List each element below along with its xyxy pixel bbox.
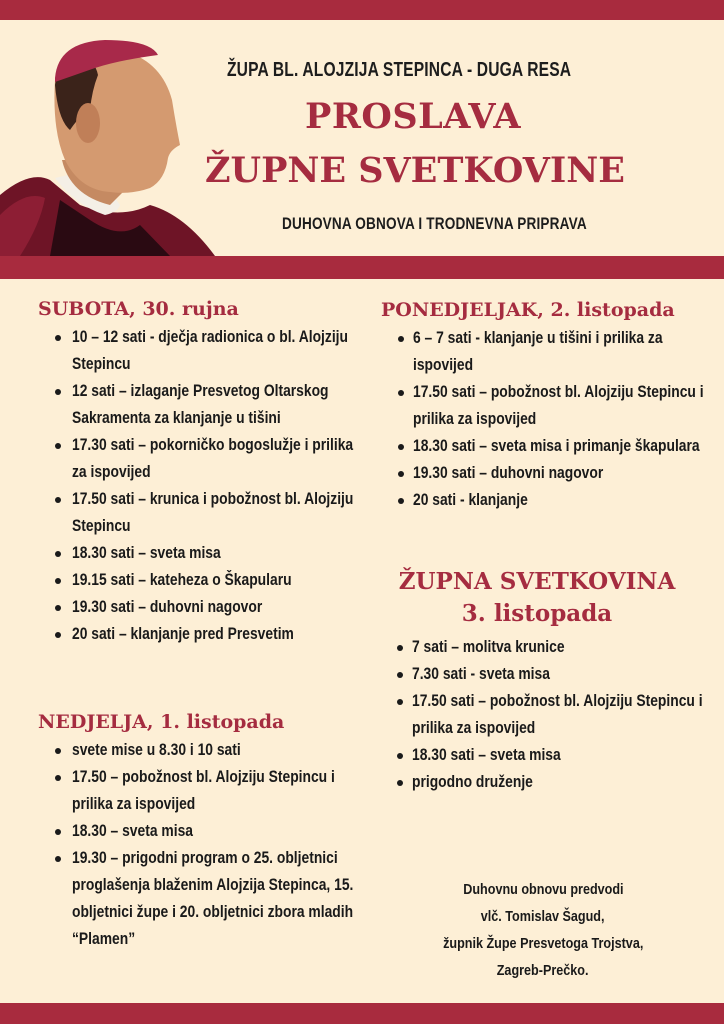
leader-line-3: župnik Župe Presvetoga Trojstva,	[442, 935, 644, 952]
list-item	[38, 594, 358, 621]
list-item	[381, 325, 711, 379]
item-text: 12 sati – izlaganje Presvetog Oltarskog Sakramenta za klanjanje u tišini	[72, 382, 329, 427]
bullet-icon	[55, 775, 61, 781]
bullet-icon	[397, 753, 403, 759]
item-text: 18.30 sati – sveta misa	[412, 746, 561, 764]
item-text: 17.50 sati – pobožnost bl. Alojziju Stepincu i prilika za ispovijed	[412, 692, 703, 737]
item-text: 7 sati – molitva krunice	[412, 638, 565, 656]
title-line-1: PROSLAVA	[305, 96, 521, 137]
item-text: 18.30 sati – sveta misa i primanje škapulara	[413, 437, 700, 455]
list-item	[38, 818, 358, 845]
bullet-icon	[55, 605, 61, 611]
schedule-list	[380, 634, 724, 796]
list-item	[38, 486, 358, 540]
schedule-list	[38, 324, 358, 648]
bullet-icon	[398, 471, 404, 477]
list-item	[38, 845, 358, 953]
section-feast-day	[362, 566, 724, 796]
bullet-icon	[55, 551, 61, 557]
middle-band	[0, 256, 724, 279]
top-band	[0, 0, 724, 20]
list-item	[38, 540, 358, 567]
item-text: 19.30 – prigodni program o 25. obljetnici proglašenja blaženim Alojzija Stepinca, 15. obljetnici župe i 20. obljetnici zbora mladih “Plamen”	[72, 849, 354, 948]
bullet-icon	[397, 699, 403, 705]
bullet-icon	[55, 497, 61, 503]
list-item	[380, 742, 724, 769]
list-item	[380, 634, 724, 661]
list-item	[38, 324, 358, 378]
item-text: prigodno druženje	[412, 773, 533, 791]
bullet-icon	[397, 780, 403, 786]
list-item	[38, 567, 358, 594]
item-text: 10 – 12 sati - dječja radionica o bl. Alojziju Stepincu	[72, 328, 349, 373]
feast-heading-line-2: 3. listopada	[461, 600, 613, 627]
item-text: 19.15 sati – kateheza o Škapularu	[72, 571, 292, 589]
item-text: 18.30 sati – sveta misa	[72, 544, 221, 562]
item-text: 19.30 sati – duhovni nagovor	[72, 598, 263, 616]
section-heading: SUBOTA, 30. rujna	[38, 298, 239, 320]
bullet-icon	[398, 498, 404, 504]
item-text: 17.30 sati – pokorničko bogoslužje i prilika za ispovijed	[72, 436, 354, 481]
bullet-icon	[55, 443, 61, 449]
leader-line-4: Zagreb-Prečko.	[497, 962, 589, 979]
bullet-icon	[55, 578, 61, 584]
item-text: svete mise u 8.30 i 10 sati	[72, 741, 241, 759]
section-heading: NEDJELJA, 1. listopada	[38, 711, 285, 733]
feast-heading-line-1: ŽUPNA SVETKOVINA	[398, 568, 676, 595]
list-item	[381, 379, 711, 433]
list-item	[380, 661, 724, 688]
schedule-list	[38, 737, 358, 953]
list-item	[38, 764, 358, 818]
bottom-band	[0, 1003, 724, 1024]
item-text: 19.30 sati – duhovni nagovor	[413, 464, 604, 482]
bullet-icon	[55, 856, 61, 862]
list-item	[38, 432, 358, 486]
list-item	[38, 621, 358, 648]
list-item	[380, 688, 724, 742]
bullet-icon	[55, 829, 61, 835]
portrait-image	[0, 20, 230, 256]
list-item	[381, 487, 711, 514]
item-text: 6 – 7 sati - klanjanje u tišini i prilika za ispovijed	[413, 329, 663, 374]
item-text: 17.50 sati – krunica i pobožnost bl. Alojziju Stepincu	[72, 490, 354, 535]
leader-line-1: Duhovnu obnovu predvodi	[462, 881, 624, 898]
section-saturday	[38, 297, 358, 648]
list-item	[381, 460, 711, 487]
list-item	[38, 378, 358, 432]
title-line-2: ŽUPNE SVETKOVINE	[205, 150, 625, 191]
bullet-icon	[398, 444, 404, 450]
section-heading: PONEDJELJAK, 2. listopada	[381, 299, 675, 321]
list-item	[380, 769, 724, 796]
subtitle: DUHOVNA OBNOVA I TRODNEVNA PRIPRAVA	[282, 214, 587, 233]
retreat-leader-note	[362, 876, 724, 984]
parish-name: ŽUPA BL. ALOJZIJA STEPINCA - DUGA RESA	[227, 59, 572, 81]
item-text: 17.50 sati – pobožnost bl. Alojziju Stepincu i prilika za ispovijed	[413, 383, 704, 428]
bullet-icon	[55, 632, 61, 638]
schedule-list	[381, 325, 711, 514]
item-text: 20 sati – klanjanje pred Presvetim	[72, 625, 294, 643]
item-text: 17.50 – pobožnost bl. Alojziju Stepincu i prilika za ispovijed	[72, 768, 335, 813]
bullet-icon	[55, 748, 61, 754]
item-text: 18.30 – sveta misa	[72, 822, 193, 840]
item-text: 7.30 sati - sveta misa	[412, 665, 550, 683]
item-text: 20 sati - klanjanje	[413, 491, 528, 509]
section-monday	[381, 298, 711, 514]
bullet-icon	[55, 389, 61, 395]
bullet-icon	[398, 390, 404, 396]
list-item	[381, 433, 711, 460]
leader-line-2: vlč. Tomislav Šagud,	[481, 908, 605, 925]
bullet-icon	[55, 335, 61, 341]
list-item	[38, 737, 358, 764]
bullet-icon	[397, 672, 403, 678]
ear-shape	[76, 103, 100, 143]
section-sunday	[38, 710, 358, 953]
bullet-icon	[397, 645, 403, 651]
bullet-icon	[398, 336, 404, 342]
